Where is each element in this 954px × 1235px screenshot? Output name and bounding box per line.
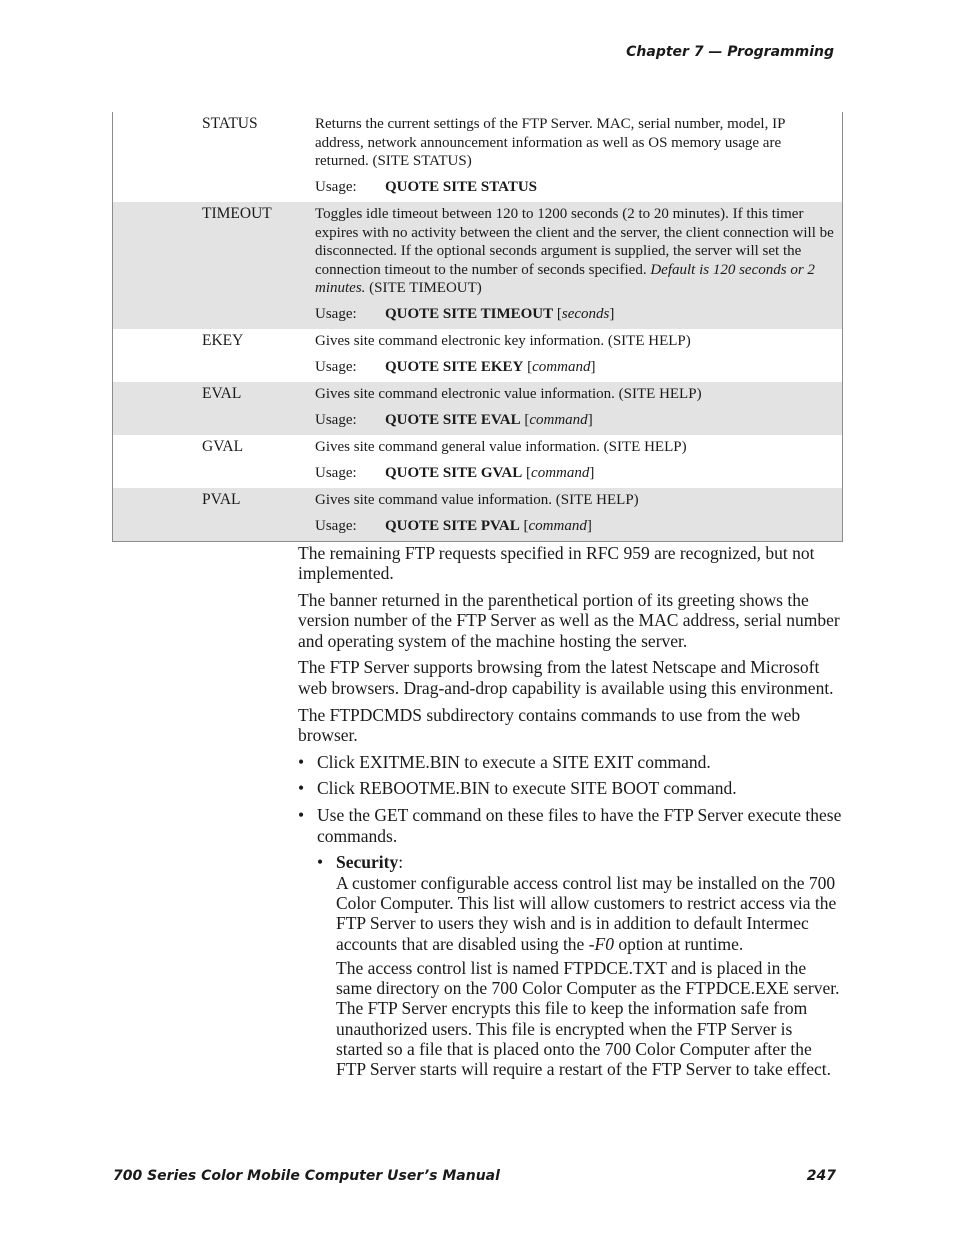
usage-line (315, 178, 835, 197)
table-row (113, 329, 842, 382)
usage-command: QUOTE SITE PVAL (385, 517, 520, 534)
usage-label: Usage: (315, 464, 357, 481)
list-item-text: Click EXITME.BIN to execute a SITE EXIT command. (317, 751, 711, 772)
bullet-marker: • (298, 751, 305, 772)
bullet-marker: • (317, 852, 324, 873)
command-description: Gives site command electronic key information. (SITE HELP) (315, 333, 691, 349)
command-name: EVAL (202, 385, 242, 402)
usage-command: QUOTE SITE STATUS (385, 178, 537, 195)
manual-title: 700 Series Color Mobile Computer User’s Manual (113, 1168, 500, 1184)
command-description: Toggles idle timeout between 120 to 1200 seconds (2 to 20 minutes). If this timer expires with no activity between the client and the server, the client connection will be disconnected. If the optional seconds argument is supplied, the server will set the connection timeout to the number of seconds specified. Default is 120 seconds or 2 minutes. (SITE TIMEOUT) (315, 206, 834, 296)
usage-label: Usage: (315, 358, 357, 375)
running-header: Chapter 7 — Programming (626, 44, 834, 60)
command-name: TIMEOUT (202, 205, 272, 222)
usage-command: QUOTE SITE EKEY (385, 358, 524, 375)
table-row (113, 382, 842, 435)
table-row (113, 202, 842, 329)
command-description: Gives site command value information. (SITE HELP) (315, 492, 639, 508)
usage-label: Usage: (315, 178, 357, 195)
paragraph: The banner returned in the parenthetical portion of its greeting shows the version number of the FTP Server as well as the MAC address, serial number and operating system of the machine hosting the server. (298, 590, 840, 651)
usage-line: Usage: QUOTE SITE EVAL [command] (315, 411, 593, 428)
usage-command: QUOTE SITE EVAL (385, 411, 521, 428)
table-row (113, 435, 842, 488)
command-name: EKEY (202, 332, 244, 349)
usage-line: Usage: QUOTE SITE EKEY [command] (315, 358, 596, 375)
site-command-table (112, 112, 843, 542)
table-row (113, 112, 842, 202)
usage-argument: command (528, 517, 587, 534)
paragraph: The FTP Server supports browsing from the latest Netscape and Microsoft web browsers. Drag-and-drop capability is available using this environment. (298, 657, 834, 698)
option-flag: -F0 (588, 933, 614, 954)
page-footer (113, 1168, 836, 1184)
usage-label: Usage: (315, 517, 357, 534)
security-heading: Security (336, 852, 399, 873)
usage-command: QUOTE SITE GVAL (385, 464, 523, 481)
body-text (298, 543, 843, 1080)
list-item: • Security: A customer configurable access control list may be installed on the 700 Color Computer. This list will allow customers to restrict access via the FTP Server to users they wish and is in addition to default Intermec accounts that are disabled using the -F0 option at runtime. (317, 852, 843, 953)
usage-label: Usage: (315, 411, 357, 428)
usage-line: Usage: QUOTE SITE PVAL [command] (315, 517, 592, 534)
command-description: Returns the current settings of the FTP Server. MAC, serial number, model, IP address, network announcement information as well as OS memory usage are returned. (SITE STATUS) (315, 116, 785, 169)
command-name: GVAL (202, 438, 244, 455)
command-name: STATUS (202, 115, 258, 132)
usage-argument: seconds (561, 305, 610, 322)
paragraph: The FTPDCMDS subdirectory contains commands to use from the web browser. (298, 704, 801, 745)
usage-line: Usage: QUOTE SITE TIMEOUT [seconds] (315, 305, 615, 322)
security-paragraph: The access control list is named FTPDCE.TXT and is placed in the same directory on the 700 Color Computer as the FTPDCE.EXE server. The FTP Server encrypts this file to keep the information safe from unauthorized users. This file is encrypted when the FTP Server is started so a file that is placed onto the 700 Color Computer after the FTP Server starts will require a restart of the FTP Server to take effect. (336, 957, 840, 1080)
usage-argument: command (532, 358, 591, 375)
list-item (298, 805, 843, 846)
page-number: 247 (806, 1168, 836, 1184)
list-item (298, 752, 843, 772)
usage-label: Usage: (315, 305, 357, 322)
usage-argument: command (531, 464, 590, 481)
paragraph: The remaining FTP requests specified in RFC 959 are recognized, but not implemented. (298, 543, 815, 584)
default-note: Default is 120 seconds or 2 minutes. (315, 261, 815, 296)
bullet-marker: • (298, 805, 305, 826)
command-description: Gives site command electronic value information. (SITE HELP) (315, 386, 702, 402)
list-item-text: Click REBOOTME.BIN to execute SITE BOOT command. (317, 778, 737, 799)
list-item (298, 778, 843, 798)
bullet-marker: • (298, 778, 305, 799)
usage-line: Usage: QUOTE SITE GVAL [command] (315, 464, 595, 481)
security-section (317, 852, 843, 1079)
security-paragraph: A customer configurable access control list may be installed on the 700 Color Computer. This list will allow customers to restrict access via the FTP Server to users they wish and is in addition to default Intermec accounts that are disabled using the -F0 option at runtime. (336, 872, 837, 954)
table-row (113, 488, 842, 541)
command-name: PVAL (202, 491, 241, 508)
list-item-text: Use the GET command on these files to have the FTP Server execute these commands. (317, 805, 842, 846)
usage-command: QUOTE SITE TIMEOUT (385, 305, 554, 322)
command-description: Gives site command general value information. (SITE HELP) (315, 439, 687, 455)
usage-argument: command (529, 411, 588, 428)
